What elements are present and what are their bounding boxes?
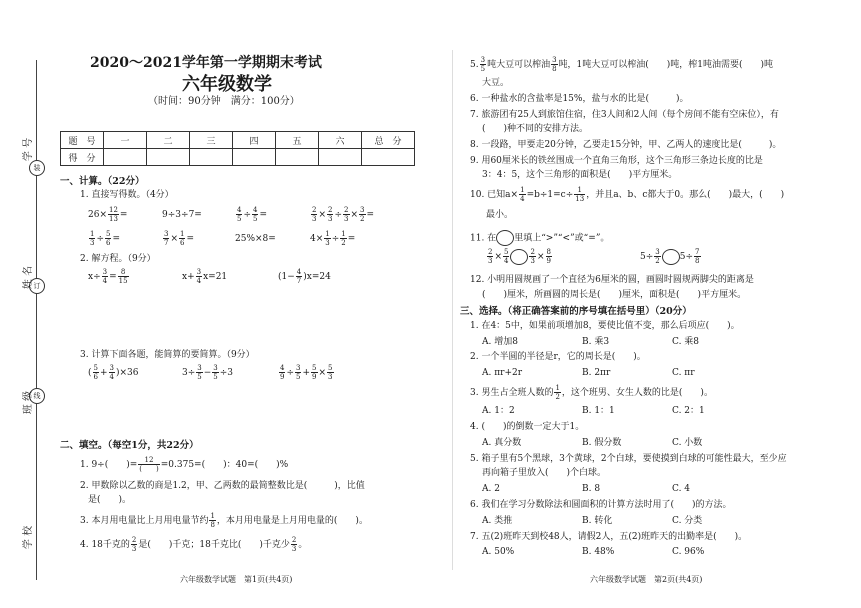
page-footer-left: 六年级数学试题 第1页(共4页) (180, 575, 293, 584)
fill-1: 1. 9÷( )= $\frac{12}{( )}$ =0.375=( )：40=( )% (80, 456, 289, 473)
label-class: 班 级 (23, 390, 35, 415)
exam-info: （时间：90分钟 满分：100分） (148, 96, 300, 107)
section-1-title: 一、计算。（22分） (60, 176, 145, 187)
choice-option[interactable]: B. 48% (582, 547, 615, 557)
label-school: 学 校 (23, 525, 35, 550)
equation-1: x÷ $\frac{3}{4}$ = $\frac{8}{15}$ (88, 268, 128, 285)
cell: 一 (104, 132, 147, 149)
cell: 总 分 (362, 132, 415, 149)
choice-option[interactable]: A. 真分数 (482, 438, 522, 448)
fill-6: 6. 一种盐水的含盐率是15%，盐与水的比是( )。 (470, 94, 689, 104)
choice-3: 3. 男生占全班人数的 $\frac{1}{2}$ ，这个班男、女生人数的比是( )。 (470, 384, 713, 401)
fill-12: 12. 小明用圆规画了一个直径为6厘米的圆，画圆时圆规两脚尖的距离是 (470, 275, 754, 285)
choice-option[interactable]: C. 小数 (672, 438, 703, 448)
calc-item: 4× $\frac{1}{3}$ ÷ $\frac{1}{2}$ = (310, 230, 356, 247)
cell: 四 (233, 132, 276, 149)
choice-option[interactable]: C. 乘8 (672, 337, 700, 347)
cell: 二 (147, 132, 190, 149)
calc-item: $\frac{1}{3}$ ÷ $\frac{5}{6}$ = (90, 230, 121, 247)
calc-item: $\frac{2}{3}$ × $\frac{2}{3}$ ÷ $\frac{2}{3}$ × $\frac{3}{2}$ = (312, 206, 375, 223)
question-1-1: 1. 直接写得数。（4分） (80, 190, 174, 200)
choice-7: 7. 五(2)班昨天到校48人，请假2人，五(2)班昨天的出勤率是( )。 (470, 532, 748, 542)
compare-item-1: $\frac{2}{3}$ × $\frac{5}{4}$ $\frac{2}{3}$ × $\frac{8}{9}$ (488, 248, 551, 265)
choice-1: 1. 在4：5中，如果前项增加8，要使比值不变，那么后项应( )。 (470, 321, 740, 331)
choice-option[interactable]: B. 转化 (582, 516, 613, 526)
choice-option[interactable]: B. 乘3 (582, 337, 610, 347)
choice-option[interactable]: C. πr (672, 368, 695, 378)
choice-option[interactable]: A. 2 (482, 484, 500, 494)
cell: 六 (319, 132, 362, 149)
score-table-row (61, 149, 415, 166)
calc-item: $\frac{4}{5}$ ÷ $\frac{4}{5}$ = (237, 206, 268, 223)
section-3-title: 三、选择。（将正确答案前的序号填在括号里）（20分） (460, 306, 692, 317)
compute-2: 3÷ $\frac{3}{5}$ − $\frac{3}{5}$ ÷3 (182, 364, 234, 381)
compute-3: $\frac{4}{9}$ ÷ $\frac{3}{5}$ + $\frac{5}{9}$ × $\frac{5}{3}$ (280, 364, 333, 381)
cell: 得 分 (61, 149, 104, 166)
fill-2: 2. 甲数除以乙数的商是1.2，甲、乙两数的最简整数比是( )，比值 (80, 481, 365, 491)
binding-line (36, 60, 37, 580)
binding-hole-2: 订 (29, 278, 45, 294)
section-2-title: 二、填空。（每空1分，共22分） (60, 440, 199, 451)
label-student-id: 学 号 (23, 137, 35, 162)
fill-4: 4. 18千克的 $\frac{2}{3}$ 是( )千克；18千克比( )千克少 $\frac{2}{3}$ 。 (80, 536, 308, 553)
choice-option[interactable]: A. 增加8 (482, 337, 518, 347)
fill-7: 7. 旅游团有25人到旅馆住宿，住3人间和2人间（每个房间不能有空床位），有 (470, 110, 779, 120)
fill-2b: 是( )。 (88, 495, 132, 505)
choice-option[interactable]: A. 类推 (482, 516, 513, 526)
binding-hole-1: 装 (29, 160, 45, 176)
label-name: 姓 名 (23, 265, 35, 290)
score-table (60, 131, 415, 166)
compare-item-2: 5÷ $\frac{3}{2}$ 5÷ $\frac{7}{8}$ (640, 248, 700, 265)
calc-item: 26× $\frac{12}{13}$ = (88, 206, 128, 223)
fill-10: 10. 已知a× $\frac{1}{4}$ =b÷1=c÷ $\frac{1}{13}$ ，并且a、b、c都大于0。那么( )最大，( ) (470, 186, 785, 203)
choice-option[interactable]: B. 假分数 (582, 438, 622, 448)
equation-2: x+ $\frac{3}{4}$ x=21 (182, 268, 228, 285)
choice-option[interactable]: B. 2πr (582, 368, 611, 378)
compare-circle (496, 230, 514, 246)
score-input[interactable] (276, 149, 319, 166)
choice-option[interactable]: C. 4 (672, 484, 691, 494)
score-input[interactable] (104, 149, 147, 166)
cell: 五 (276, 132, 319, 149)
fill-5: 5. $\frac{3}{5}$ 吨大豆可以榨油 $\frac{3}{8}$ 吨，1吨大豆可以榨油( )吨，榨1吨油需要( )吨 (470, 56, 774, 73)
choice-option[interactable]: A. 50% (482, 547, 515, 557)
score-table-header (61, 132, 415, 149)
choice-option[interactable]: C. 2：1 (672, 406, 705, 416)
exam-subject: 六年级数学 (182, 74, 272, 95)
page-divider (452, 50, 453, 570)
fill-10b: 最小。 (486, 210, 514, 220)
choice-4: 4. ( )的倒数一定大于1。 (470, 422, 585, 432)
choice-option[interactable]: A. 1：2 (482, 406, 515, 416)
fill-11: 11. 在 里填上“>”“<”或“=”。 (470, 230, 609, 246)
choice-option[interactable]: B. 8 (582, 484, 601, 494)
score-input[interactable] (233, 149, 276, 166)
choice-6: 6. 我们在学习分数除法和圆面积的计算方法时用了( )的方法。 (470, 500, 732, 510)
choice-option[interactable]: C. 分类 (672, 516, 703, 526)
fill-3: 3. 本月用电量比上月用电量节约 $\frac{1}{8}$ ，本月用电量是上月用电量的( )。 (80, 512, 368, 529)
choice-5: 5. 箱子里有5个黑球，3个黄球，2个白球，要使摸到白球的可能性最大，至少应 (470, 454, 787, 464)
choice-2: 2. 一个半圆的半径是r，它的周长是( )。 (470, 352, 646, 362)
choice-option[interactable]: C. 96% (672, 547, 705, 557)
choice-option[interactable]: B. 1：1 (582, 406, 615, 416)
fill-12b: ( )厘米，所画圆的周长是( )厘米，面积是( )平方厘米。 (482, 290, 747, 300)
calc-item: 25%×8= (235, 234, 276, 244)
calc-item: $\frac{3}{7}$ × $\frac{1}{6}$ = (164, 230, 195, 247)
cell: 三 (190, 132, 233, 149)
compare-blank[interactable] (662, 249, 680, 265)
fill-8: 8. 一段路，甲要走20分钟，乙要走15分钟，甲、乙两人的速度比是( )。 (470, 140, 782, 150)
score-input[interactable] (147, 149, 190, 166)
question-1-2: 2. 解方程。（9分） (80, 254, 156, 264)
choice-option[interactable]: A. πr+2r (482, 368, 523, 378)
score-input[interactable] (319, 149, 362, 166)
fill-7b: ( )种不同的安排方法。 (482, 124, 589, 134)
choice-5b: 再向箱子里放入( )个白球。 (482, 468, 607, 478)
compute-1: ( $\frac{5}{6}$ + $\frac{3}{4}$ )×36 (88, 364, 139, 381)
score-input[interactable] (362, 149, 415, 166)
exam-title: 2020～2021学年第一学期期末考试 (90, 55, 322, 71)
question-1-3: 3. 计算下面各题，能简算的要简算。（9分） (80, 350, 255, 360)
fill-9: 9. 用60厘米长的铁丝围成一个直角三角形，这个三角形三条边长度的比是 (470, 156, 763, 166)
fill-9b: 3：4：5，这个三角形的面积是( )平方厘米。 (482, 170, 678, 180)
cell: 题 号 (61, 132, 104, 149)
score-input[interactable] (190, 149, 233, 166)
binding-hole-3: 线 (29, 388, 45, 404)
compare-blank[interactable] (510, 249, 528, 265)
page-footer-right: 六年级数学试题 第2页(共4页) (590, 575, 703, 584)
equation-3: (1− $\frac{4}{7}$ )x=24 (278, 268, 331, 285)
fill-5b: 大豆。 (482, 78, 510, 88)
calc-item: 9÷3÷7= (162, 210, 202, 220)
